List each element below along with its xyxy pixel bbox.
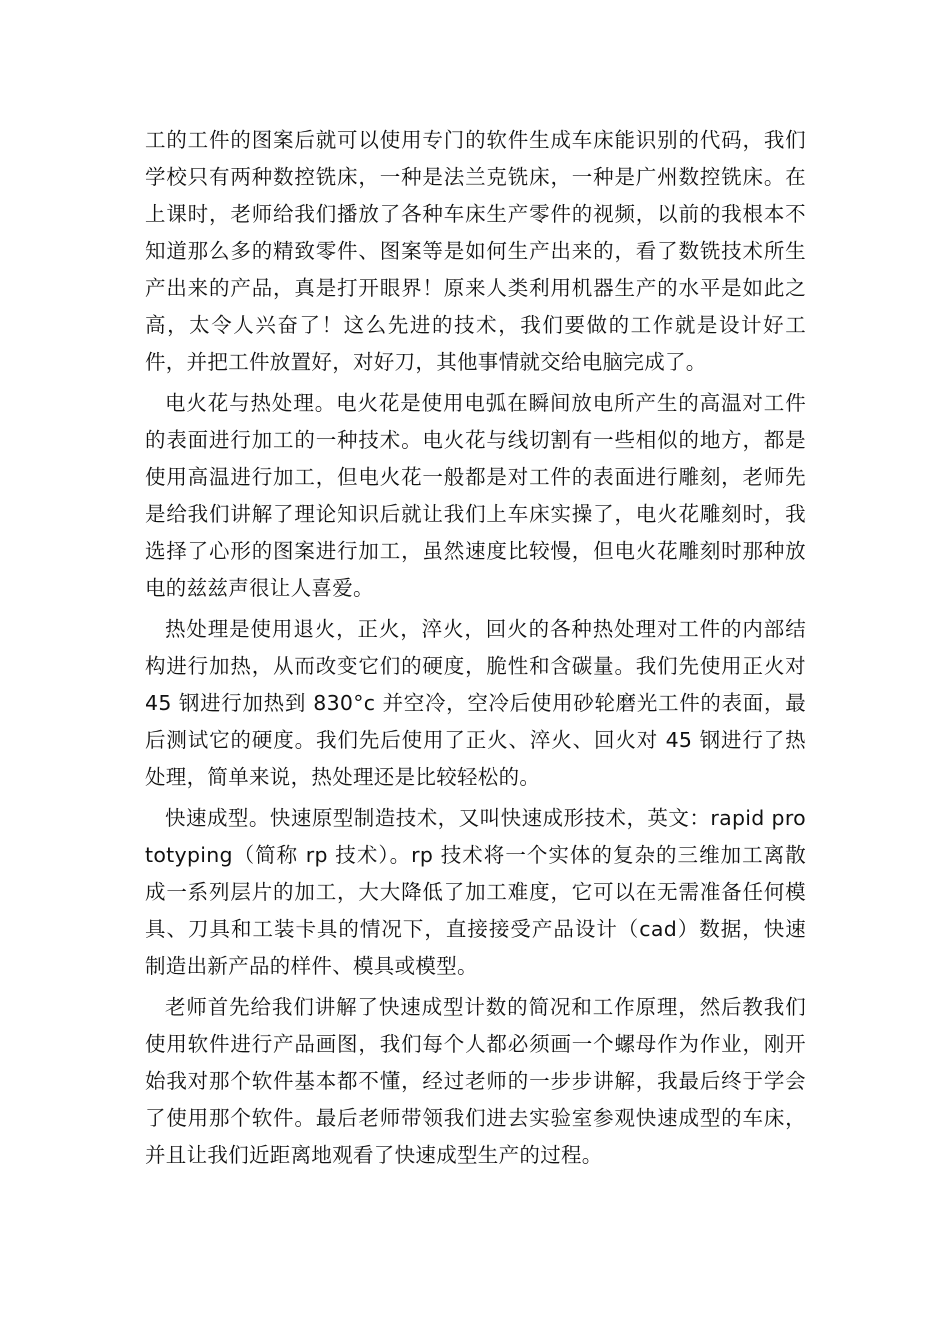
paragraph-edm-heat-treatment: 电火花与热处理。电火花是使用电弧在瞬间放电所产生的高温对工件的表面进行加工的一种技术。电火花与线切割有一些相似的地方，都是使用高温进行加工，但电火花一般都是对工件的表面进行雕刻，老师先是给我们讲解了理论知识后就让我们上车床实操了，电火花雕刻时，我选择了心形的图案进行加工，虽然速度比较慢，但电火花雕刻时那种放电的兹兹声很让人喜爱。: [145, 391, 806, 600]
paragraph-cnc-milling: 工的工件的图案后就可以使用专门的软件生成车床能识别的代码，我们学校只有两种数控铣床，一种是法兰克铣床，一种是广州数控铣床。在上课时，老师给我们播放了各种车床生产零件的视频，以前的我根本不知道那么多的精致零件、图案等是如何生产出来的，看了数铣技术所生产出来的产品，真是打开眼界！原来人类利用机器生产的水平是如此之高，太令人兴奋了！这么先进的技术，我们要做的工作就是设计好工件，并把工件放置好，对好刀，其他事情就交给电脑完成了。: [145, 128, 806, 374]
paragraph-heat-treatment: 热处理是使用退火，正火，淬火，回火的各种热处理对工件的内部结构进行加热，从而改变它们的硬度，脆性和含碳量。我们先使用正火对 45 钢进行加热到 830°c 并空冷，空冷后使用砂轮磨光工件的表面，最后测试它的硬度。我们先后使用了正火、淬火、回火对 45 钢进行了热处理，简单来说，热处理还是比较轻松的。: [145, 617, 806, 789]
paragraph-rapid-prototyping: 快速成型。快速原型制造技术，又叫快速成形技术，英文：rapid prototyping（简称 rp 技术）。rp 技术将一个实体的复杂的三维加工离散成一系列层片的加工，大大降低了加工难度，它可以在无需准备任何模具、刀具和工装卡具的情况下，直接接受产品设计（cad）数据，快速制造出新产品的样件、模具或模型。: [145, 806, 806, 978]
document-body: [145, 122, 806, 1178]
paragraph-rp-practice: 老师首先给我们讲解了快速成型计数的简况和工作原理，然后教我们使用软件进行产品画图，我们每个人都必须画一个螺母作为作业，刚开始我对那个软件基本都不懂，经过老师的一步步讲解，我最后终于学会了使用那个软件。最后老师带领我们进去实验室参观快速成型的车床，并且让我们近距离地观看了快速成型生产的过程。: [145, 995, 806, 1167]
